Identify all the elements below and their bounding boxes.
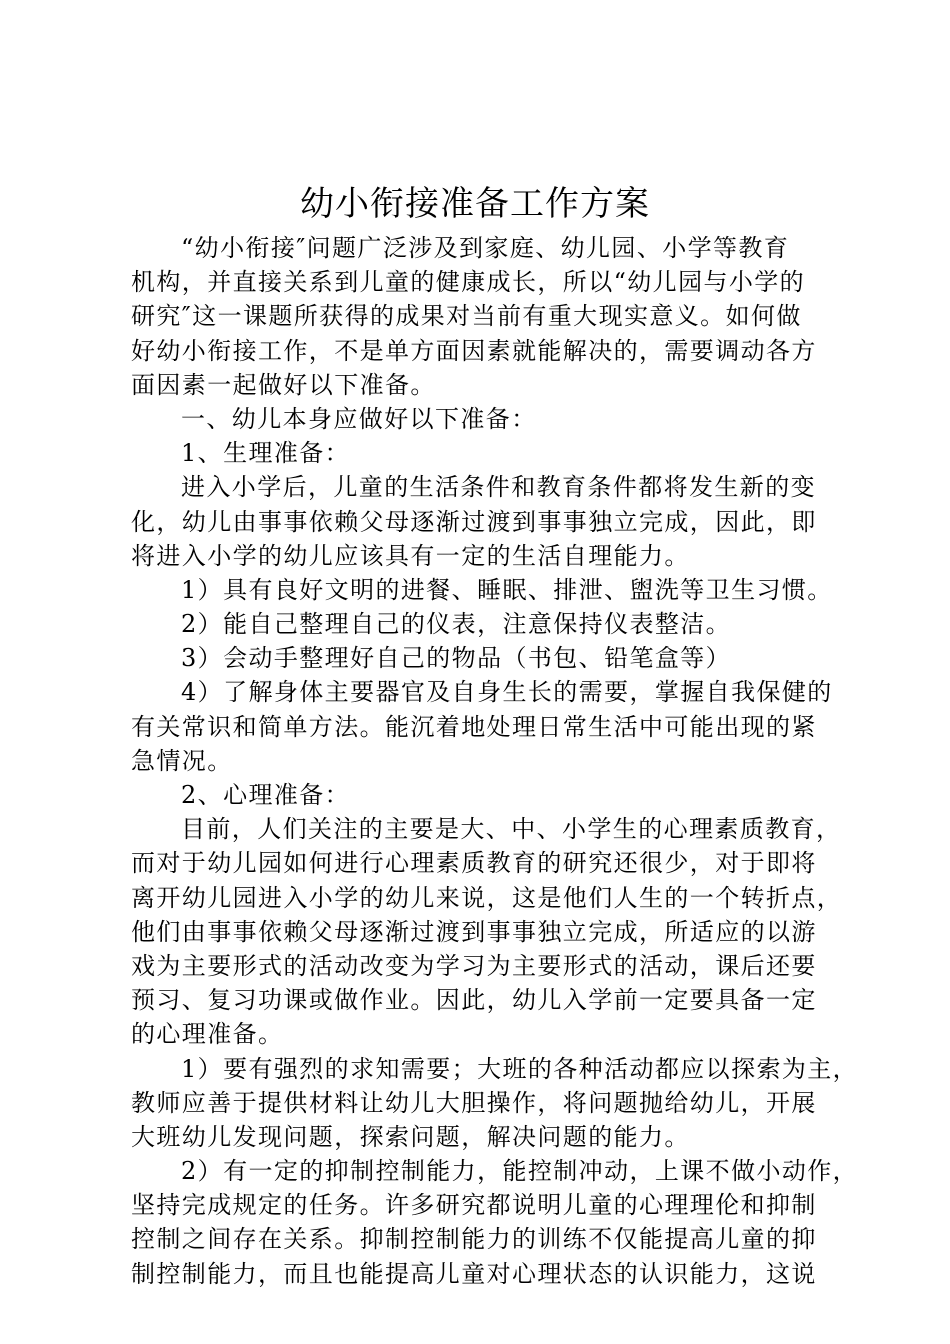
document-body: [131, 231, 859, 1291]
text-line: 预习、复习功课或做作业。因此，幼儿入学前一定要具备一定: [131, 986, 817, 1015]
text-line: 1）要有强烈的求知需要；大班的各种活动都应以探索为主，: [181, 1054, 859, 1083]
text-line: 机构，并直接关系到儿童的健康成长，所以“幼儿园与小学的: [131, 268, 806, 297]
document-title: 幼小衔接准备工作方案: [300, 184, 650, 224]
text-line: 的心理准备。: [131, 1020, 284, 1049]
text-line: 戏为主要形式的活动改变为学习为主要形式的活动，课后还要: [131, 951, 817, 980]
text-line: 将进入小学的幼儿应该具有一定的生活自理能力。: [131, 541, 690, 570]
text-line: 教师应善于提供材料让幼儿大胆操作，将问题抛给幼儿，开展: [131, 1088, 817, 1117]
text-line: 好幼小衔接工作，不是单方面因素就能解决的，需要调动各方: [131, 336, 817, 365]
text-line: 离开幼儿园进入小学的幼儿来说，这是他们人生的一个转折点，: [131, 883, 843, 912]
text-line: 大班幼儿发现问题，探索问题，解决问题的能力。: [131, 1122, 690, 1151]
text-line: “幼小衔接″问题广泛涉及到家庭、幼儿园、小学等教育: [181, 234, 790, 262]
text-line: 3）会动手整理好自己的物品（书包、铅笔盒等）: [181, 644, 732, 673]
text-line: 1）具有良好文明的进餐、睡眠、排泄、盥洗等卫生习惯。: [181, 575, 833, 604]
text-line: 他们由事事依赖父母逐渐过渡到事事独立完成，所适应的以游: [131, 917, 817, 946]
text-line: 目前，人们关注的主要是大、中、小学生的心理素质教育，: [181, 815, 842, 844]
text-line: 研究″这一课题所获得的成果对当前有重大现实意义。如何做: [131, 302, 802, 331]
text-line: 4）了解身体主要器官及自身生长的需要，掌握自我保健的: [181, 678, 833, 707]
text-line: 坚持完成规定的任务。许多研究都说明儿童的心理理伦和抑制: [131, 1191, 817, 1220]
text-line: 有关常识和简单方法。能沉着地处理日常生活中可能出现的紧: [131, 712, 817, 741]
text-line: 1、生理准备：: [181, 439, 351, 468]
text-line: 控制之间存在关系。抑制控制能力的训练不仅能提高儿童的抑: [131, 1225, 817, 1254]
text-line: 2）能自己整理自己的仪表，注意保持仪表整洁。: [181, 610, 732, 639]
text-line: 2、心理准备：: [181, 781, 351, 809]
text-line: 制控制能力，而且也能提高儿童对心理状态的认识能力，这说: [131, 1259, 817, 1288]
text-line: 2）有一定的抑制控制能力，能控制冲动，上课不做小动作，: [181, 1157, 859, 1186]
text-line: 化，幼儿由事事依赖父母逐渐过渡到事事独立完成，因此，即: [131, 507, 817, 536]
text-line: 进入小学后，儿童的生活条件和教育条件都将发生新的变: [181, 473, 816, 502]
text-line: 而对于幼儿园如何进行心理素质教育的研究还很少，对于即将: [131, 849, 817, 878]
text-line: 急情况。: [131, 746, 233, 775]
text-line: 一、幼儿本身应做好以下准备：: [181, 404, 537, 433]
text-line: 面因素一起做好以下准备。: [131, 370, 436, 399]
